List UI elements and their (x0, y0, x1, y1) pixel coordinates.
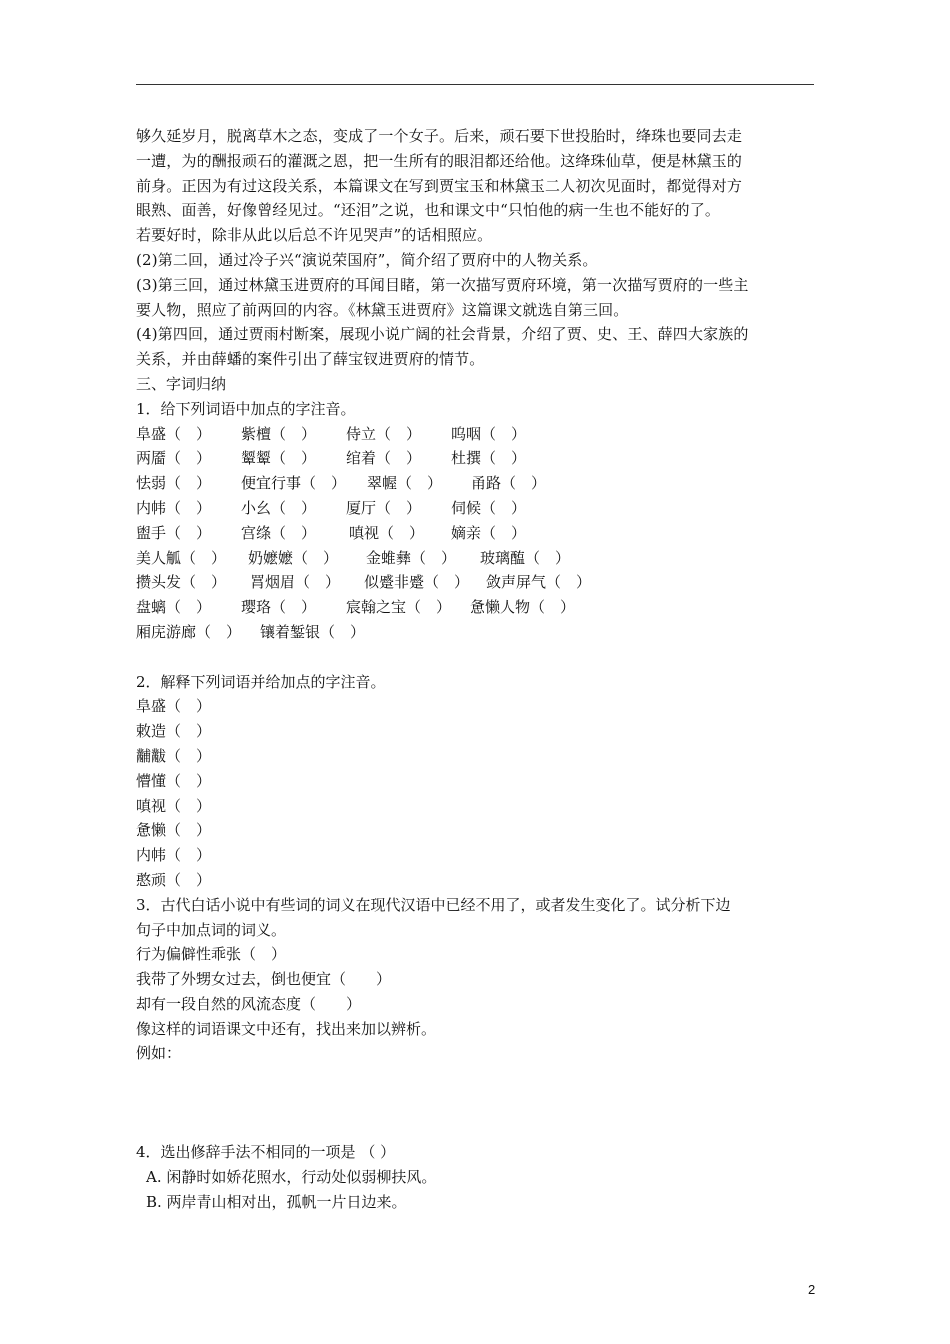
vocab-item: 两靥（ ） (136, 449, 212, 468)
intro-line: 要人物，照应了前两回的内容。《林黛玉进贾府》这篇课文就选自第三回。 (136, 300, 629, 319)
example-label: 例如： (136, 1044, 182, 1063)
vocab-item: 厢庑游廊（ ） (136, 622, 242, 641)
intro-line: 眼熟、面善，好像曾经见过。“还泪”之说，也和课文中“只怕他的病一生也不能好的了。 (136, 201, 721, 220)
option-b: B. 两岸青山相对出，孤帆一片日边来。 (146, 1192, 407, 1211)
vocab-row (136, 422, 816, 447)
document-page (136, 124, 816, 1215)
vocab-row (136, 521, 816, 546)
intro-paragraph (136, 124, 816, 372)
intro-line: (3)第三回，通过林黛玉进贾府的耳闻目睹，第一次描写贾府环境，第一次描写贾府的一些主 (136, 275, 749, 294)
vocab-item: 绾着（ ） (346, 449, 422, 468)
vocab-row (136, 471, 816, 496)
intro-line: (4)第四回，通过贾雨村断案，展现小说广阔的社会背景，介绍了贾、史、王、薛四大家族的 (136, 325, 749, 344)
question-3-title: 3．古代白话小说中有些词的词义在现代汉语中已经不用了，或者发生变化了。试分析下边 (136, 895, 731, 914)
question-3-title: 句子中加点词的词义。 (136, 920, 287, 939)
term-item: 内帏（ ） (136, 846, 212, 865)
vocab-item: 攒头发（ ） (136, 573, 227, 592)
vocab-item: 璎珞（ ） (241, 598, 317, 617)
vocab-item: 呜咽（ ） (451, 424, 527, 443)
vocab-item: 奶嬷嬷（ ） (248, 548, 339, 567)
header-rule (136, 84, 814, 85)
intro-line: 关系，并由薛蟠的案件引出了薛宝钗进贾府的情节。 (136, 350, 485, 369)
vocab-item: 嗔视（ ） (349, 523, 425, 542)
vocab-item: 宫绦（ ） (241, 523, 317, 542)
vocab-item: 金蜼彝（ ） (366, 548, 457, 567)
sentence-item: 却有一段自然的风流态度（ ） (136, 994, 362, 1013)
question-3-instruction: 像这样的词语课文中还有，找出来加以辨析。 (136, 1019, 437, 1038)
vocab-item: 嫡亲（ ） (451, 523, 527, 542)
vocab-item: 盘螭（ ） (136, 598, 212, 617)
vocab-row (136, 546, 816, 571)
intro-line: 前身。正因为有过这段关系，本篇课文在写到贾宝玉和林黛玉二人初次见面时，都觉得对方 (136, 176, 743, 195)
sentence-item: 行为偏僻性乖张（ ） (136, 945, 287, 964)
vocab-item: 敛声屏气（ ） (486, 573, 592, 592)
option-a: A. 闲静时如娇花照水，行动处似弱柳扶风。 (146, 1168, 437, 1187)
term-item: 惫懒（ ） (136, 821, 212, 840)
vocab-item: 美人觚（ ） (136, 548, 227, 567)
vocab-item: 怯弱（ ） (136, 474, 212, 493)
term-item: 黼黻（ ） (136, 746, 212, 765)
term-item: 阜盛（ ） (136, 697, 212, 716)
vocab-row (136, 496, 816, 521)
vocab-item: 似蹙非蹙（ ） (364, 573, 470, 592)
sentence-item: 我带了外甥女过去，倒也便宜（ ） (136, 970, 392, 989)
vocab-item: 杜撰（ ） (451, 449, 527, 468)
vocab-item: 侍立（ ） (346, 424, 422, 443)
vocab-row (136, 446, 816, 471)
vocab-item: 小幺（ ） (241, 498, 317, 517)
term-item: 嗔视（ ） (136, 796, 212, 815)
vocab-item: 内帏（ ） (136, 498, 212, 517)
vocab-row (136, 620, 816, 645)
vocab-row (136, 570, 816, 595)
vocab-item: 伺候（ ） (451, 498, 527, 517)
vocab-row (136, 595, 816, 620)
intro-line: 一遭，为的酬报顽石的灌溉之恩，把一生所有的眼泪都还给他。这绛珠仙草，便是林黛玉的 (136, 151, 743, 170)
term-item: 敕造（ ） (136, 722, 212, 741)
question-4-title: 4．选出修辞手法不相同的一项是 （ ） (136, 1143, 396, 1162)
intro-line: (2)第二回，通过冷子兴“演说荣国府”，简介绍了贾府中的人物关系。 (136, 250, 598, 269)
vocab-item: 盥手（ ） (136, 523, 212, 542)
vocab-item: 翠幄（ ） (367, 474, 443, 493)
vocab-item: 宸翰之宝（ ） (346, 598, 452, 617)
page-number: 2 (808, 1282, 816, 1297)
vocab-item: 颦颦（ ） (241, 449, 317, 468)
term-item: 懵懂（ ） (136, 771, 212, 790)
term-item: 憨顽（ ） (136, 870, 212, 889)
intro-line: 够久延岁月，脱离草木之态，变成了一个女子。后来，顽石要下世投胎时，绛珠也要同去走 (136, 127, 743, 145)
vocab-item: 甬路（ ） (471, 474, 547, 493)
vocab-item: 惫懒人物（ ） (470, 598, 576, 617)
vocab-item: 紫檀（ ） (241, 424, 317, 443)
vocab-item: 厦厅（ ） (346, 498, 422, 517)
question-2-title: 2．解释下列词语并给加点的字注音。 (136, 672, 386, 691)
vocab-item: 罥烟眉（ ） (250, 573, 341, 592)
section-title: 三、字词归纳 (136, 374, 227, 393)
vocab-item: 玻璃醢（ ） (480, 548, 571, 567)
question-1-title: 1．给下列词语中加点的字注音。 (136, 399, 356, 418)
vocab-item: 阜盛（ ） (136, 424, 212, 443)
vocab-item: 镶着錾银（ ） (260, 622, 366, 641)
vocab-item: 便宜行事（ ） (241, 474, 347, 493)
intro-line: 若要好时，除非从此以后总不许见哭声”的话相照应。 (136, 226, 493, 245)
